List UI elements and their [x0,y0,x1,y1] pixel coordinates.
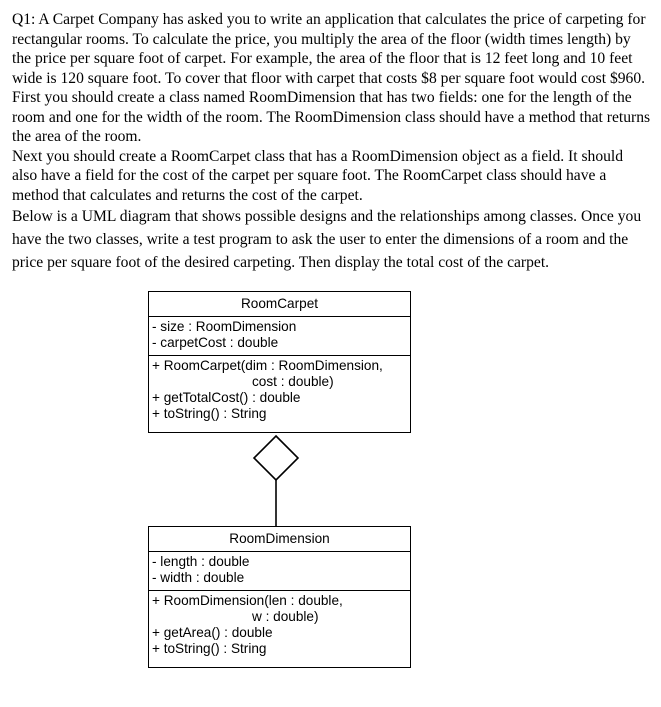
class-name-roomcarpet: RoomCarpet [149,292,410,317]
operation-constructor-roomcarpet-cont: cost : double) [252,374,334,389]
operation-tostring-roomdimension: + toString() : String [152,641,267,656]
operation-constructor-roomdimension: + RoomDimension(len : double, [152,593,343,608]
composition-diamond-icon [254,436,298,480]
attribute-carpetcost: - carpetCost : double [152,335,279,350]
operation-constructor-roomdimension-cont: w : double) [252,609,319,624]
class-box-roomdimension [148,526,411,668]
operation-gettotalcost: + getTotalCost() : double [152,390,301,405]
paragraph-room-dimension: First you should create a class named RoomDimension that has two fields: one for the length of the room and one for the width of the room. The RoomDimension class should have a method that returns the area of the room. [12,89,651,145]
attributes-roomdimension [149,552,410,590]
paragraph-room-carpet: Next you should create a RoomCarpet class that has a RoomDimension object as a field. It should also have a field for the cost of the carpet per square foot. The RoomCarpet class should have a method that calculates and returns the cost of the carpet. [12,147,624,204]
paragraph-uml-instructions: Below is a UML diagram that shows possible designs and the relationships among classes. Once you have the two classes, write a test program to ask the user to enter the dimensions of a room and the price per square foot of the desired carpeting. Then display the total cost of the carpet. [12,208,642,271]
attribute-length: - length : double [152,554,250,569]
operation-getarea: + getArea() : double [152,625,273,640]
operation-tostring-roomcarpet: + toString() : String [152,406,267,421]
class-name-roomdimension: RoomDimension [149,527,410,552]
attribute-size: - size : RoomDimension [152,319,297,334]
operations-roomdimension [149,590,410,667]
operation-constructor-roomcarpet: + RoomCarpet(dim : RoomDimension, [152,358,383,373]
paragraph-intro: Q1: A Carpet Company has asked you to write an application that calculates the price of carpeting for rectangular rooms. To calculate the price, you multiply the area of the floor (width times length) by the price per square foot of carpet. For example, the area of the floor that is 12 feet long and 10 feet wide is 120 square foot. To cover that floor with carpet that costs $8 per square foot would cost $960. [12,11,646,87]
attribute-width: - width : double [152,570,245,585]
